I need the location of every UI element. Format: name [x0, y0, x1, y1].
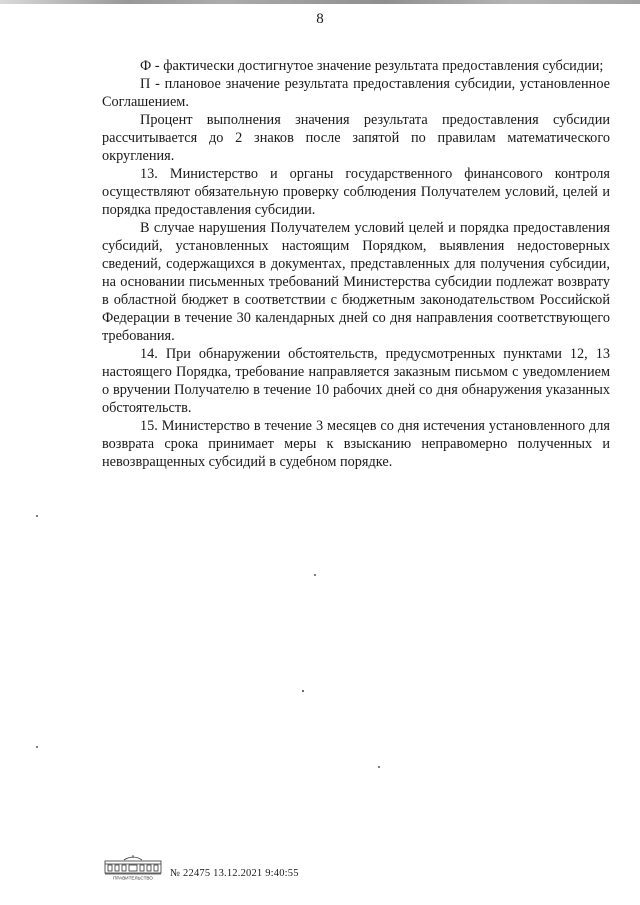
scan-speck	[314, 574, 316, 576]
paragraph-f-definition: Ф - фактически достигнутое значение результата предоставления субсидии;	[140, 58, 604, 74]
scan-speck	[302, 690, 304, 692]
scan-speck	[36, 746, 38, 748]
paragraph-item-15: 15. Министерство в течение 3 месяцев со дня истечения установленного для возврата срока принимает меры к взысканию неправомерно полученных и невозвращенных субсидий в судебном порядке.	[102, 418, 610, 470]
paragraph-item-13: 13. Министерство и органы государственного финансового контроля осуществляют обязательную проверку соблюдения Получателем условий, целей и порядка предоставления субсидии.	[102, 166, 610, 218]
paragraph-p-definition: П - плановое значение результата предоставления субсидии, установленное Соглашением.	[102, 76, 610, 110]
document-reference: № 22475 13.12.2021 9:40:55	[170, 868, 299, 879]
paragraph-violation: В случае нарушения Получателем условий целей и порядка предоставления субсидий, установленных настоящим Порядком, выявления недостоверных сведений, содержащихся в документах, представленных для получения субсидии, на основании письменных требований Министерства субсидии подлежат возврату в областной бюджет в соответствии с бюджетным законодательством Российской Федерации в течение 30 календарных дней со дня направления соответствующего требования.	[102, 220, 610, 344]
scan-speck	[36, 515, 38, 517]
paragraph-item-14: 14. При обнаружении обстоятельств, предусмотренных пунктами 12, 13 настоящего Порядка, требование направляется заказным письмом с уведомлением о вручении Получателю в течение 10 рабочих дней со дня обнаружения указанных обстоятельств.	[102, 346, 610, 416]
stamp-text: ПРАВИТЕЛЬСТВО	[113, 875, 153, 881]
document-body	[102, 57, 610, 471]
scan-speck	[378, 766, 380, 768]
scan-top-edge	[0, 0, 640, 4]
paragraph-percent-calculation: Процент выполнения значения результата предоставления субсидии рассчитывается до 2 знаков после запятой по правилам математического округления.	[102, 112, 610, 164]
page-number: 8	[316, 11, 324, 27]
government-stamp-icon	[102, 853, 164, 881]
